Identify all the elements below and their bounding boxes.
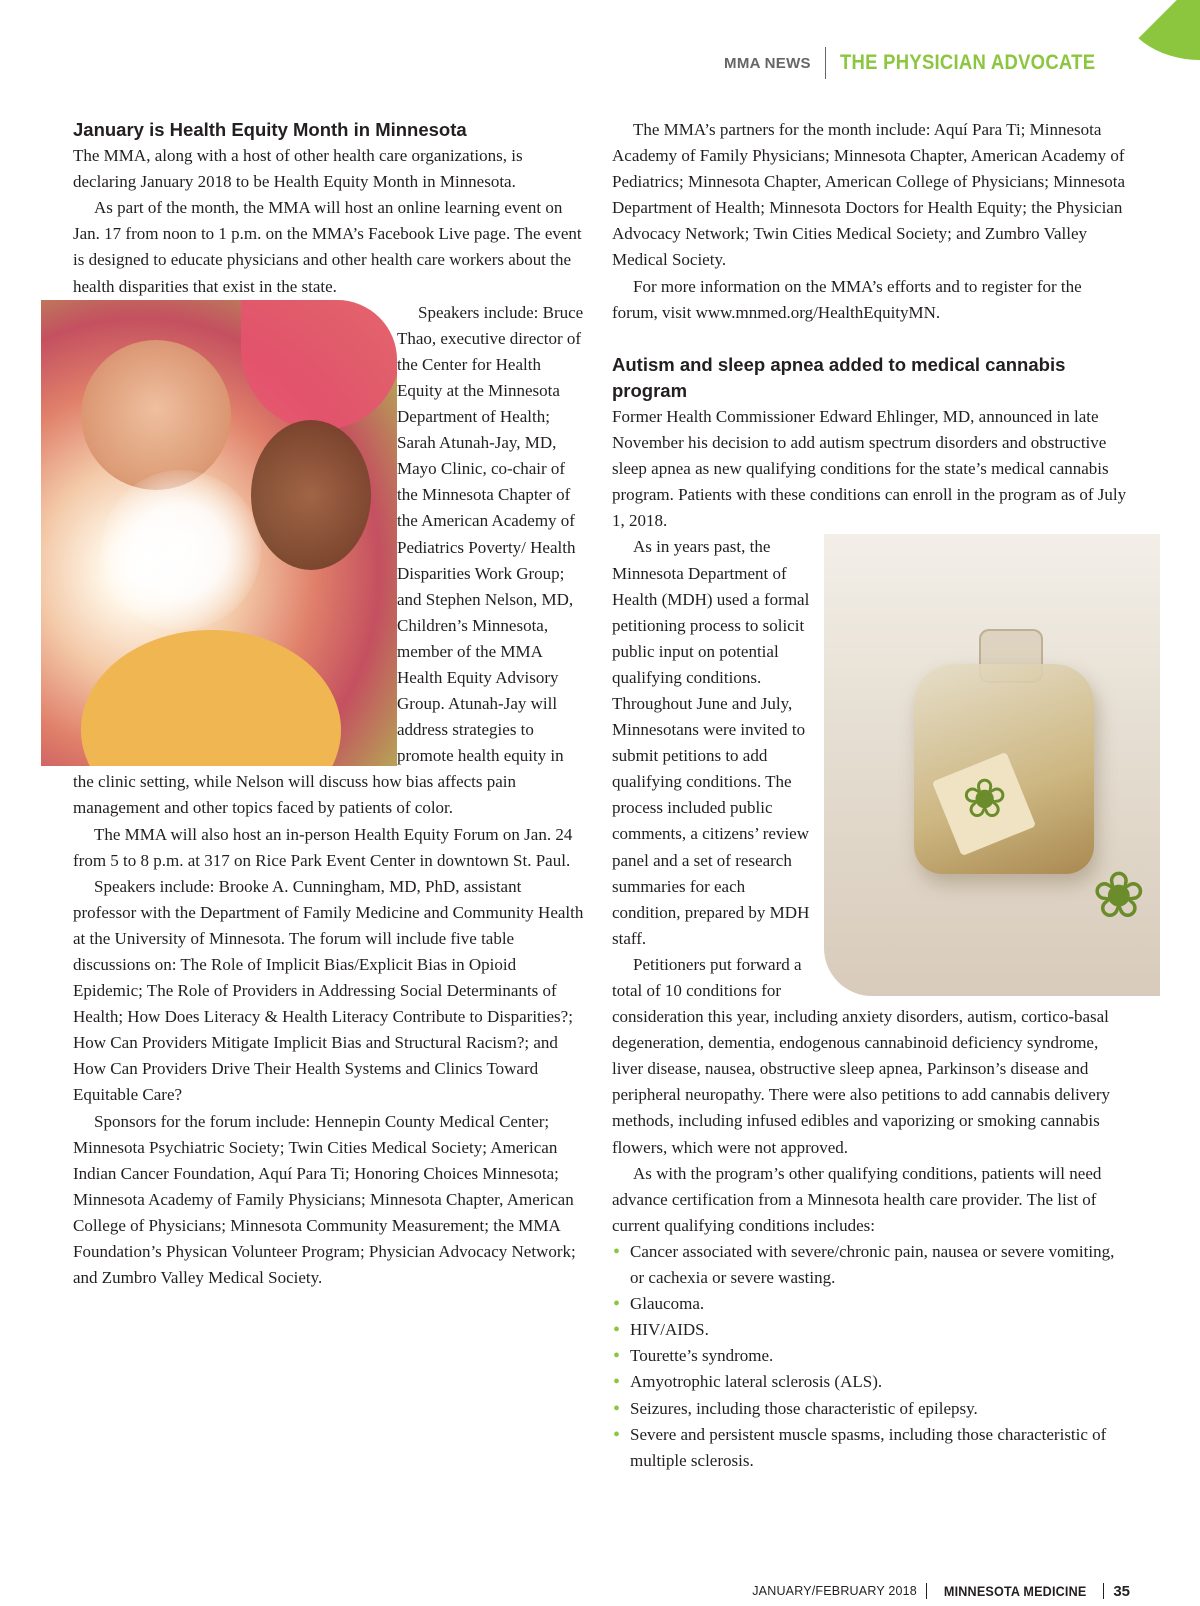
article-heading-health-equity: January is Health Equity Month in Minnesota [73, 119, 467, 140]
left-column [73, 117, 588, 1291]
list-item: • Severe and persistent muscle spasms, including those characteristic of multiple sclerosis. [612, 1422, 1130, 1474]
article-paragraph: Speakers include: Brooke A. Cunningham, MD, PhD, assistant professor with the Department of Family Medicine and Community Health at the University of Minnesota. The forum will include five table discussions on: The Role of Implicit Bias/Explicit Bias in Opioid Epidemic; The Role of Providers in Addressing Social Determinants of Health; How Does Literacy & Health Literacy Contribute to Disparities?; How Can Providers Mitigate Implicit Bias and Structural Racism?; and How Can Providers Drive Their Health Systems and Clinics Toward Equitable Care? [73, 876, 584, 1105]
list-item: • Seizures, including those characteristic of epilepsy. [612, 1396, 1130, 1422]
right-column [612, 117, 1146, 1474]
article-paragraph: Speakers include: Bruce Thao, executive director of the Center for Health Equity at the Minnesota Department of Health; Sarah Atunah-Jay, MD, Mayo Clinic, co-chair of the Minnesota Chapter of the American Academy of Pediatrics Poverty/ Health Disparities Work Group; and Stephen Nelson, MD, Children’s Minnesota, member of the MMA Health Equity Advisory Group. Atunah-Jay will address strategies to promote health equity in the clinic setting, while Nelson will discuss how bias affects pain management and other topics faced by patients of color. [73, 302, 584, 818]
footer-divider [926, 1583, 927, 1599]
qualifying-conditions-list [612, 1239, 1130, 1474]
magazine-title: MINNESOTA MEDICINE [943, 1583, 1087, 1599]
footer-divider [1103, 1583, 1104, 1599]
list-item: • Glaucoma. [612, 1291, 1130, 1317]
article-paragraph: Sponsors for the forum include: Hennepin County Medical Center; Minnesota Psychiatric Society; Twin Cities Medical Society; American Indian Cancer Foundation, Aquí Para Ti; Honoring Choices Minnesota; Minnesota Academy of Family Physicians; Minnesota Chapter, American College of Physicians; Minnesota Community Measurement; the MMA Foundation’s Physican Volunteer Program; Physician Advocacy Network; and Zumbro Valley Medical Society. [73, 1111, 576, 1288]
page-number: 35 [1113, 1582, 1130, 1600]
article-paragraph: As with the program’s other qualifying conditions, patients will need advance certification from a Minnesota health care provider. The list of current qualifying conditions includes: [612, 1163, 1102, 1235]
article-heading-cannabis: Autism and sleep apnea added to medical cannabis program [612, 353, 1066, 401]
article-paragraph: The MMA will also host an in-person Health Equity Forum on Jan. 24 from 5 to 8 p.m. at 317 on Rice Park Event Center in downtown St. Paul. [73, 824, 573, 870]
list-item: • HIV/AIDS. [612, 1317, 1130, 1343]
corner-accent [1120, 0, 1200, 60]
list-item: • Cancer associated with severe/chronic pain, nausea or severe vomiting, or cachexia or severe wasting. [612, 1239, 1130, 1291]
section-label: MMA NEWS [724, 54, 811, 72]
header-divider [825, 47, 826, 79]
issue-date: JANUARY/FEBRUARY 2018 [752, 1584, 917, 1598]
cannabis-leaf-icon: ❀ [1092, 860, 1146, 932]
article-paragraph: As in years past, the Minnesota Department of Health (MDH) used a formal petitioning process to solicit public input on potential qualifying conditions. Throughout June and July, Minnesotans were invited to submit petitions to add qualifying conditions. The process included public comments, a citizens’ review panel and a set of research summaries for each condition, prepared by MDH staff. [612, 537, 810, 948]
list-item: • Amyotrophic lateral sclerosis (ALS). [612, 1369, 1130, 1395]
article-paragraph: For more information on the MMA’s efforts and to register for the forum, visit www.mnmed.org/HealthEquityMN. [612, 276, 1082, 322]
article-paragraph: The MMA’s partners for the month include: Aquí Para Ti; Minnesota Academy of Family Physicians; Minnesota Chapter, American Academy of Pediatrics; Minnesota Chapter, American College of Physicians; Minnesota Department of Health; Minnesota Doctors for Health Equity; the Physician Advocacy Network; Twin Cities Medical Society; and Zumbro Valley Medical Society. [612, 120, 1125, 270]
article-paragraph: As part of the month, the MMA will host an online learning event on Jan. 17 from noon to 1 p.m. on the MMA’s Facebook Live page. The event is designed to educate physicians and other health care workers about the health disparities that exist in the state. [73, 198, 582, 296]
article-paragraph: The MMA, along with a host of other health care organizations, is declaring January 2018 to be Health Equity Month in Minnesota. [73, 146, 523, 192]
children-photo [41, 300, 397, 766]
page-footer [752, 1580, 1130, 1602]
article-paragraph: Former Health Commissioner Edward Ehlinger, MD, announced in late November his decision to add autism spectrum disorders and obstructive sleep apnea as new qualifying conditions for the state’s medical cannabis program. Patients with these conditions can enroll in the program as of July 1, 2018. [612, 406, 1127, 531]
cannabis-leaf-icon: ❀ [962, 769, 1008, 830]
article-paragraph: Petitioners put forward a total of 10 conditions for consideration this year, including anxiety disorders, autism, cortico-basal degeneration, dementia, endogenous cannabinoid deficiency syndrome, liver disease, nausea, obstructive sleep apnea, Parkinson’s disease and peripheral neuropathy. There were also petitions to add cannabis delivery methods, including infused edibles and vaporizing or smoking cannabis flowers, which were not approved. [612, 954, 1111, 1157]
cannabis-bottle-photo [824, 534, 1160, 996]
page-header [724, 46, 1130, 80]
list-item: • Tourette’s syndrome. [612, 1343, 1130, 1369]
publication-title: THE PHYSICIAN ADVOCATE [839, 51, 1096, 74]
